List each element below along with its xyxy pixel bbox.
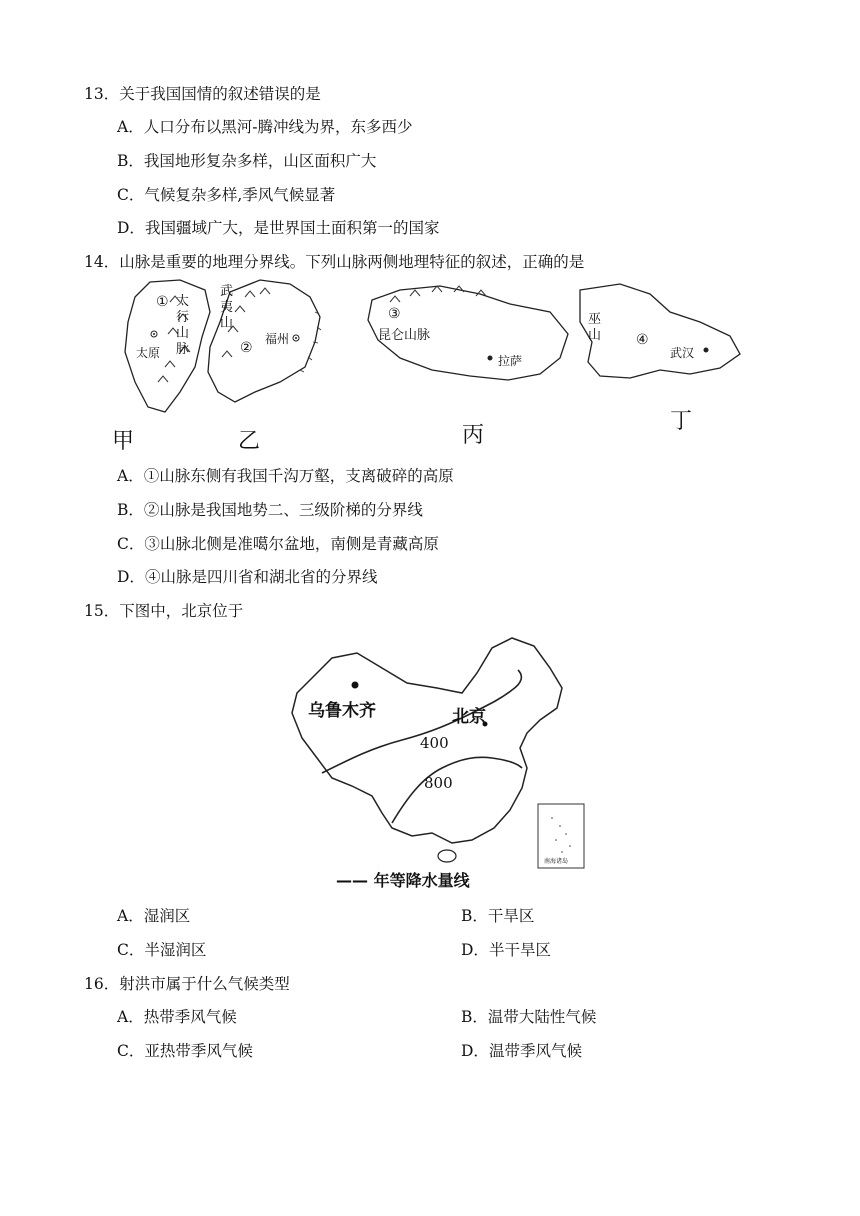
jia-mountain-label: 太行山脉 bbox=[176, 294, 190, 357]
q15-option-c: C．半湿润区 bbox=[117, 941, 207, 959]
question-number: 15． bbox=[84, 602, 120, 620]
q14-option-b: B．②山脉是我国地势二、三级阶梯的分界线 bbox=[117, 501, 423, 519]
urumqi-label: 乌鲁木齐 bbox=[308, 701, 376, 721]
question-number: 14． bbox=[84, 253, 120, 271]
panel-label-yi: 乙 bbox=[238, 429, 261, 454]
ding-city-dot bbox=[704, 348, 709, 353]
map-legend: —— 年等降水量线 bbox=[336, 871, 470, 890]
question-text: 射洪市属于什么气候类型 bbox=[119, 975, 290, 993]
jia-marker: ① bbox=[156, 294, 169, 310]
q13-option-c: C．气候复杂多样,季风气候显著 bbox=[117, 186, 336, 204]
question-15-stem bbox=[84, 601, 243, 621]
precipitation-map-figure bbox=[272, 628, 592, 890]
bing-city-label: 拉萨 bbox=[498, 354, 523, 368]
bing-city-dot bbox=[488, 356, 493, 361]
q15-option-a: A．湿润区 bbox=[117, 907, 191, 925]
panel-label-jia: 甲 bbox=[112, 429, 135, 454]
isoline-400-label: 400 bbox=[420, 734, 449, 752]
q16-option-a: A．热带季风气候 bbox=[117, 1008, 237, 1026]
question-number: 16． bbox=[84, 975, 120, 993]
question-13-stem bbox=[84, 84, 321, 104]
q14-option-d: D．④山脉是四川省和湖北省的分界线 bbox=[117, 568, 378, 586]
q13-option-a: A．人口分布以黑河-腾冲线为界，东多西少 bbox=[117, 118, 413, 136]
q14-option-c: C．③山脉北侧是准噶尔盆地，南侧是青藏高原 bbox=[117, 535, 439, 553]
question-text: 下图中，北京位于 bbox=[119, 602, 244, 620]
ding-marker: ④ bbox=[636, 332, 649, 348]
isoline-800-label: 800 bbox=[424, 774, 453, 792]
q16-option-d: D．温带季风气候 bbox=[461, 1042, 582, 1060]
q13-option-b: B．我国地形复杂多样，山区面积广大 bbox=[117, 152, 377, 170]
question-14-stem bbox=[84, 252, 584, 272]
panel-label-bing: 丙 bbox=[462, 423, 485, 448]
yi-marker: ② bbox=[240, 340, 253, 356]
ding-region-outline bbox=[580, 284, 740, 378]
bing-marker: ③ bbox=[388, 306, 401, 322]
beijing-label: 北京 bbox=[452, 707, 486, 727]
bing-mountain-marks bbox=[390, 286, 486, 302]
inset-islands bbox=[551, 817, 571, 853]
hainan-island bbox=[438, 850, 456, 862]
ding-mountain-label: 巫山 bbox=[588, 312, 602, 343]
q15-option-d: D．半干旱区 bbox=[461, 941, 551, 959]
jia-city-label: 太原 bbox=[136, 346, 161, 360]
panel-label-ding: 丁 bbox=[670, 409, 693, 434]
q16-option-b: B．温带大陆性气候 bbox=[461, 1008, 597, 1026]
yi-city-label: 福州 bbox=[265, 332, 290, 346]
urumqi-dot bbox=[352, 682, 359, 689]
q16-option-c: C．亚热带季风气候 bbox=[117, 1042, 253, 1060]
yi-mountain-label: 武夷山 bbox=[220, 284, 234, 331]
q13-option-d: D．我国疆域广大，是世界国土面积第一的国家 bbox=[117, 219, 440, 237]
inset-caption: 南海诸岛 bbox=[544, 858, 569, 865]
mountain-maps-figure bbox=[110, 272, 750, 462]
precipitation-map-svg bbox=[272, 628, 592, 890]
ding-city-label: 武汉 bbox=[670, 346, 695, 360]
yi-coastline-islands bbox=[300, 312, 321, 372]
q14-option-a: A．①山脉东侧有我国千沟万壑，支离破碎的高原 bbox=[117, 467, 454, 485]
isoline-800 bbox=[392, 757, 522, 823]
question-number: 13． bbox=[84, 85, 120, 103]
question-text: 关于我国国情的叙述错误的是 bbox=[119, 85, 321, 103]
question-16-stem bbox=[84, 974, 290, 994]
q15-option-b: B．干旱区 bbox=[461, 907, 535, 925]
bing-mountain-label: 昆仑山脉 bbox=[378, 328, 431, 343]
mountain-maps-svg bbox=[110, 272, 750, 462]
question-text: 山脉是重要的地理分界线。下列山脉两侧地理特征的叙述，正确的是 bbox=[119, 253, 585, 271]
